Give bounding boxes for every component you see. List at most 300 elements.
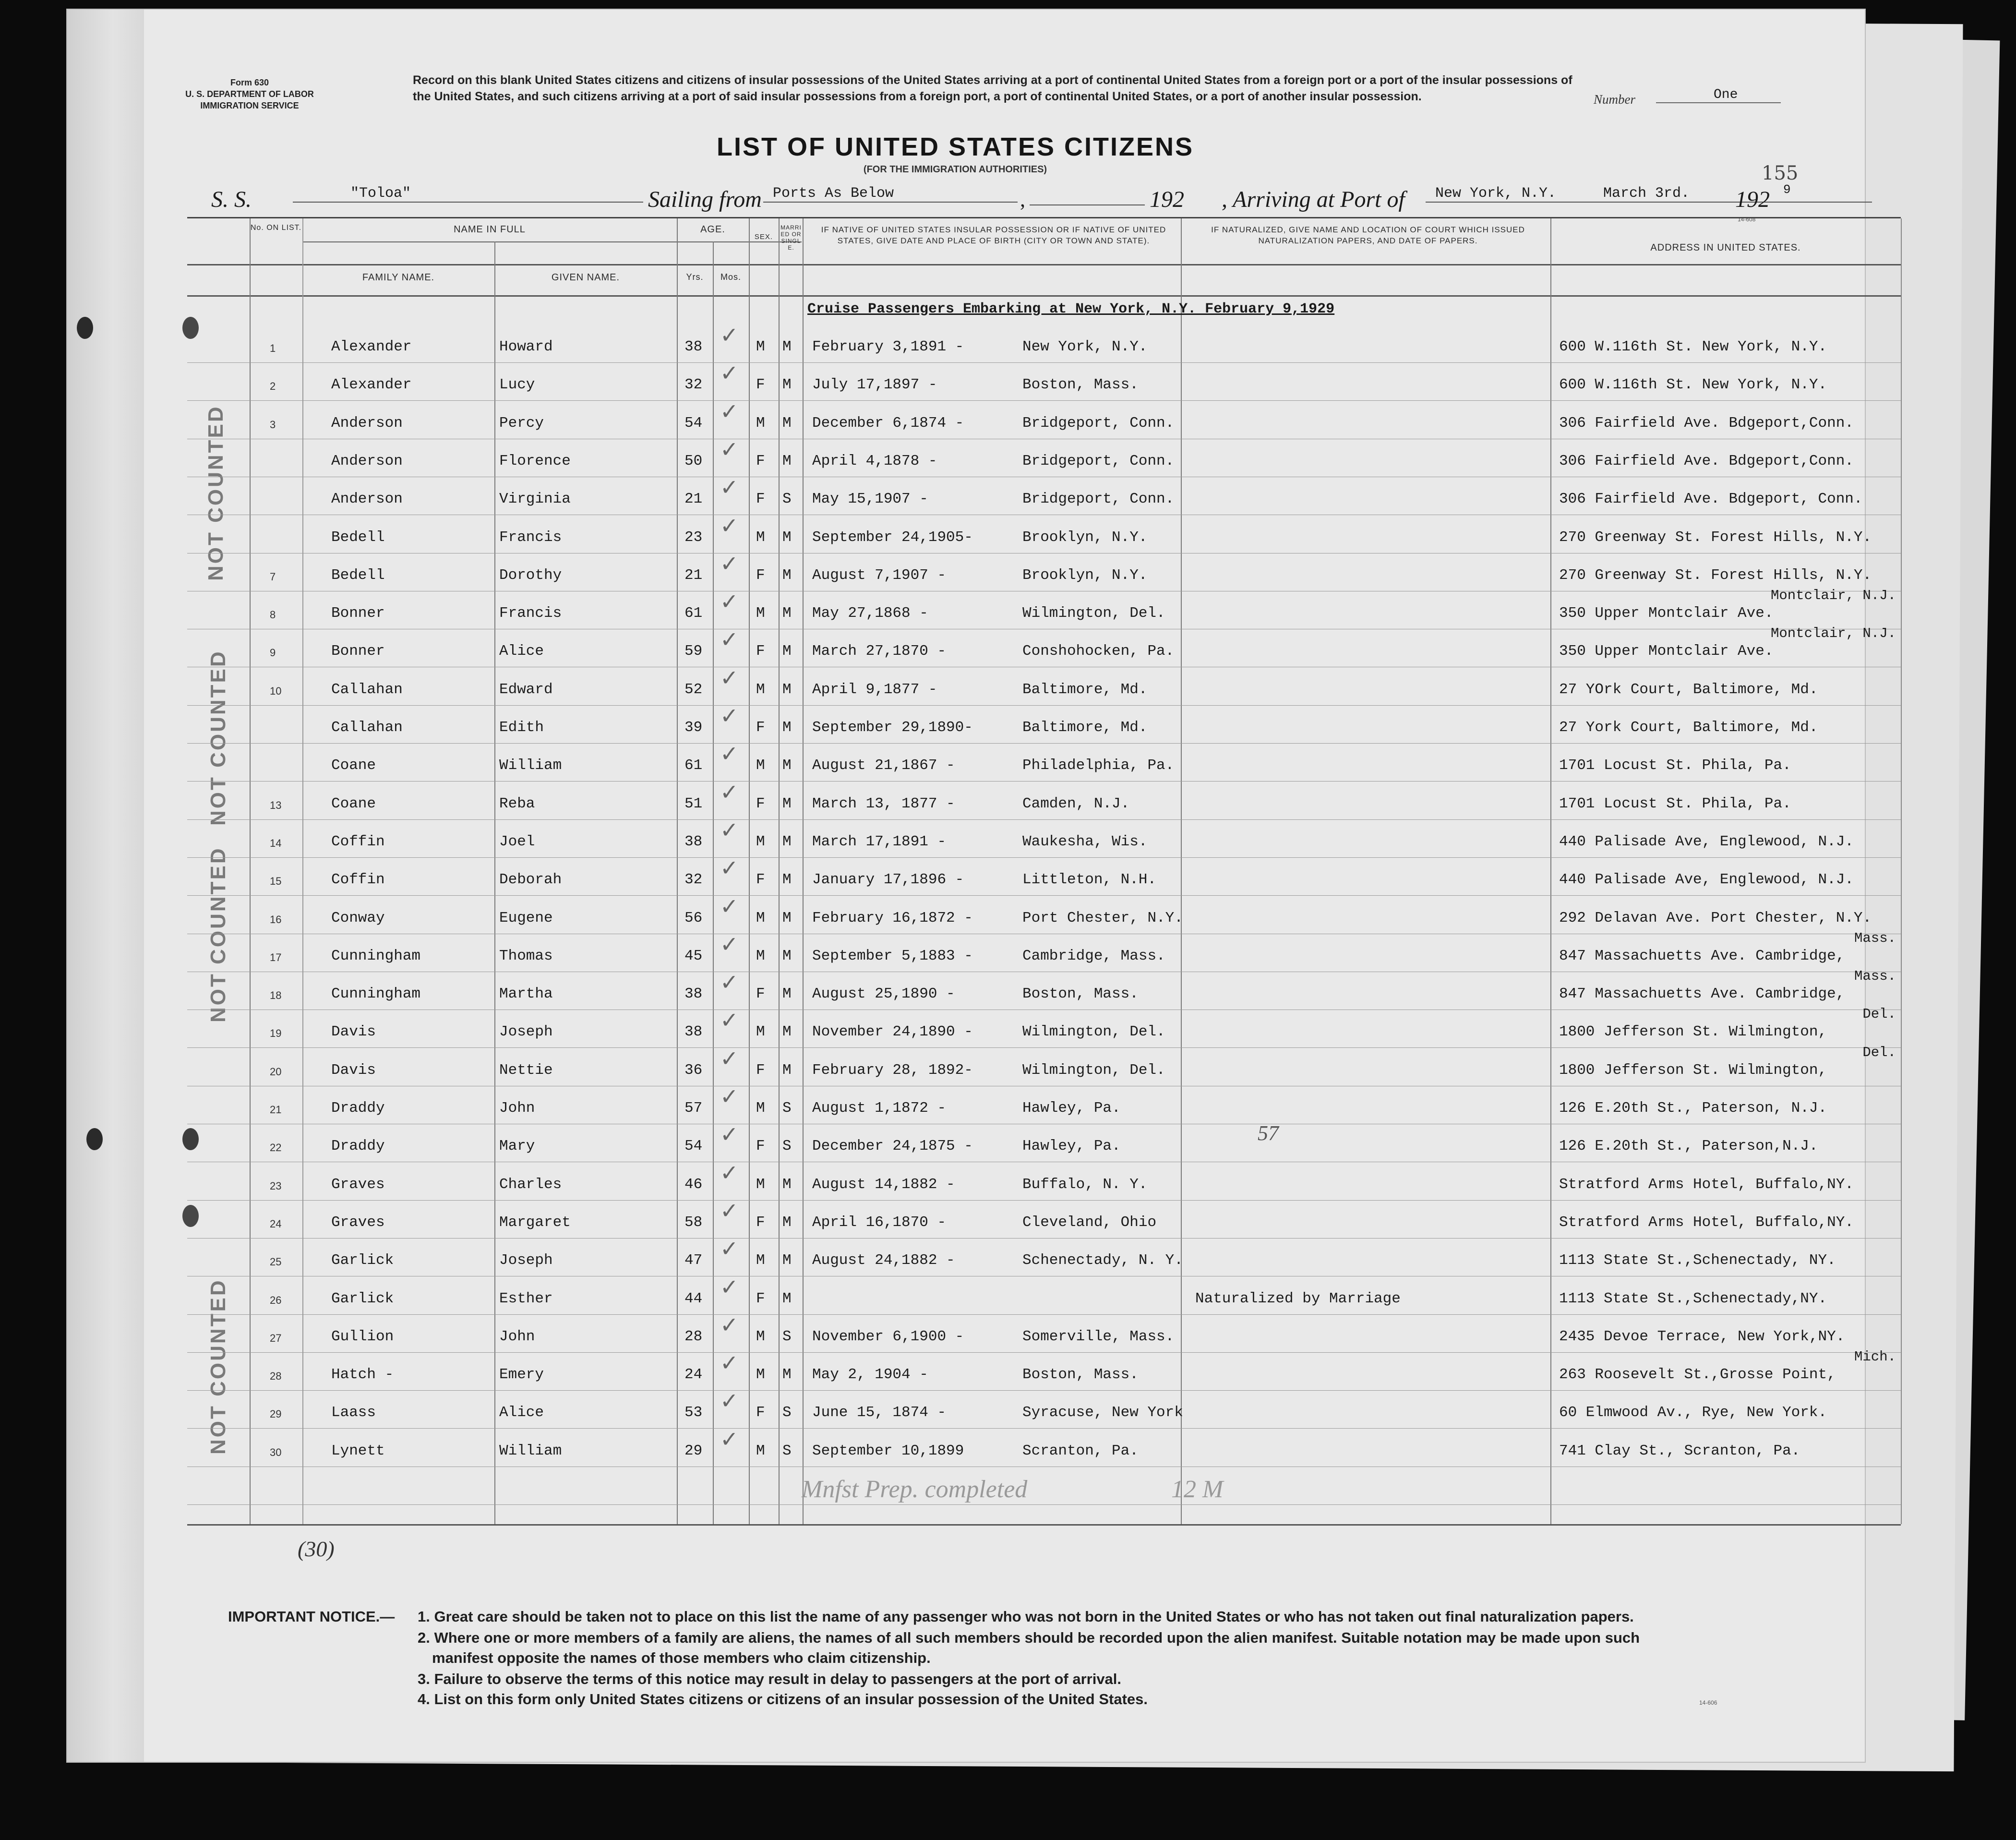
us-address-continued: Mass.: [1854, 930, 1896, 946]
row-number: 21: [270, 1104, 282, 1116]
birth-place: Wilmington, Del.: [1022, 605, 1165, 622]
age-years: 52: [684, 681, 703, 698]
birth-place: Boston, Mass.: [1022, 376, 1139, 393]
us-address: 600 W.116th St. New York, N.Y.: [1559, 338, 1827, 355]
table-row: [187, 1274, 1901, 1314]
footer-form-code: 14-606: [1699, 1699, 1717, 1706]
birth-place: Wilmington, Del.: [1022, 1023, 1165, 1040]
table-row: [187, 1388, 1901, 1428]
form-instructions: Record on this blank United States citizens and citizens of insular possessions of the United States arriving at a port of continental United States from a foreign port or a port of the insular possessions of the United States, and such citizens arriving at a port of said insular possessions from a foreign port, a port of continental United States, or a port of another insular possession.: [413, 73, 1572, 103]
given-name: Esther: [499, 1290, 553, 1307]
given-name: Alice: [499, 643, 544, 660]
table-row: [187, 1198, 1901, 1238]
birth-date: August 25,1890 -: [812, 986, 955, 1002]
table-row: [187, 474, 1901, 515]
row-number: 23: [270, 1180, 282, 1192]
sex: F: [756, 871, 765, 888]
age-years: 61: [684, 605, 703, 622]
age-years: 54: [684, 1138, 703, 1155]
age-years: 38: [684, 986, 703, 1002]
table-row: [187, 436, 1901, 477]
handwritten-57: 57: [1258, 1121, 1279, 1145]
birth-date: March 13, 1877 -: [812, 795, 955, 812]
birth-date: June 15, 1874 -: [812, 1404, 947, 1421]
row-number: 16: [270, 914, 282, 926]
row-number: 27: [270, 1332, 282, 1344]
birth-date: July 17,1897 -: [812, 376, 937, 393]
sex: M: [756, 1252, 765, 1269]
birth-place: New York, N.Y.: [1022, 338, 1148, 355]
family-name: Anderson: [331, 453, 403, 469]
birth-date: May 27,1868 -: [812, 605, 928, 622]
row-rule: [187, 1047, 1901, 1048]
us-address: 600 W.116th St. New York, N.Y.: [1559, 376, 1827, 393]
given-name: Joel: [499, 833, 535, 850]
page-number: 155: [1762, 162, 1799, 184]
age-years: 29: [684, 1443, 703, 1459]
arrival-year-prefix: 192: [1735, 187, 1770, 212]
row-number: 20: [270, 1066, 282, 1078]
check-mark: ✓: [720, 741, 739, 767]
family-name: Davis: [331, 1023, 376, 1040]
us-address: 1701 Locust St. Phila, Pa.: [1559, 795, 1791, 812]
row-number: 22: [270, 1142, 282, 1154]
age-years: 28: [684, 1328, 703, 1345]
us-address: 263 Roosevelt St.,Grosse Point,: [1559, 1366, 1836, 1383]
header-given-name: GIVEN NAME.: [551, 272, 620, 283]
form-issuer: [163, 77, 336, 111]
check-mark: ✓: [720, 1198, 739, 1224]
us-address-continued: Mass.: [1854, 968, 1896, 984]
tiny-form-code: 14-608: [1738, 216, 1756, 223]
birth-place: Port Chester, N.Y.: [1022, 910, 1183, 926]
row-number: 2: [270, 380, 276, 392]
row-number: 1: [270, 342, 276, 354]
us-address: Stratford Arms Hotel, Buffalo,NY.: [1559, 1176, 1854, 1193]
number-value: One: [1656, 87, 1781, 103]
check-mark: ✓: [720, 1007, 739, 1033]
birth-place: Camden, N.J.: [1022, 795, 1130, 812]
marital-status: M: [782, 719, 792, 736]
age-years: 46: [684, 1176, 703, 1193]
marital-status: M: [782, 376, 792, 393]
row-rule: [187, 895, 1901, 896]
us-address: 350 Upper Montclair Ave.: [1559, 643, 1774, 660]
marital-status: M: [782, 910, 792, 926]
marital-status: M: [782, 948, 792, 964]
notice-item: 1. Great care should be taken not to place on this list the name of any passenger who was not born in the United States or who has not taken out final naturalization papers.: [418, 1608, 1634, 1625]
age-years: 36: [684, 1062, 703, 1079]
number-label: Number: [1594, 92, 1635, 107]
sailing-from-value: Ports As Below: [763, 185, 1018, 203]
table-row: [187, 1236, 1901, 1276]
check-mark: ✓: [720, 1350, 739, 1376]
marital-status: S: [782, 1100, 792, 1117]
family-name: Hatch -: [331, 1366, 394, 1383]
check-mark: ✓: [720, 855, 739, 881]
arrival-year-suffix: 9: [1783, 182, 1791, 197]
birth-date: September 29,1890-: [812, 719, 973, 736]
given-name: Francis: [499, 605, 562, 622]
sex: F: [756, 719, 765, 736]
table-row: [187, 741, 1901, 781]
family-name: Callahan: [331, 681, 403, 698]
birth-place: Hawley, Pa.: [1022, 1100, 1121, 1117]
sex: F: [756, 453, 765, 469]
given-name: Martha: [499, 986, 553, 1002]
sex: F: [756, 643, 765, 660]
table-row: [187, 360, 1901, 400]
marital-status: M: [782, 681, 792, 698]
given-name: John: [499, 1328, 535, 1345]
sex: F: [756, 1138, 765, 1155]
row-rule: [187, 819, 1901, 820]
us-address: 270 Greenway St. Forest Hills, N.Y.: [1559, 529, 1872, 546]
marital-status: S: [782, 491, 792, 507]
not-counted-stamp: NOT COUNTED: [206, 649, 230, 826]
row-number: 10: [270, 685, 282, 697]
age-years: 24: [684, 1366, 703, 1383]
age-years: 44: [684, 1290, 703, 1307]
marital-status: S: [782, 1404, 792, 1421]
row-number: 25: [270, 1256, 282, 1268]
sex: M: [756, 338, 765, 355]
row-number: 9: [270, 647, 276, 659]
row-rule: [187, 857, 1901, 858]
age-years: 58: [684, 1214, 703, 1231]
row-number: 13: [270, 799, 282, 811]
birth-place: Littleton, N.H.: [1022, 871, 1157, 888]
birth-place: Conshohocken, Pa.: [1022, 643, 1175, 660]
table-row: [187, 930, 1901, 972]
header-birth: IF NATIVE OF UNITED STATES INSULAR POSSESSION OR IF NATIVE OF UNITED STATES, GIVE DATE AND PLACE OF BIRTH (CITY OR TOWN AND STATE).: [821, 225, 1166, 245]
age-years: 39: [684, 719, 703, 736]
birth-date: November 6,1900 -: [812, 1328, 964, 1345]
sex: M: [756, 757, 765, 774]
age-years: 59: [684, 643, 703, 660]
family-name: Davis: [331, 1062, 376, 1079]
marital-status: M: [782, 338, 792, 355]
family-name: Bonner: [331, 605, 385, 622]
family-name: Alexander: [331, 338, 412, 355]
family-name: Lynett: [331, 1443, 385, 1459]
table-row: [187, 1160, 1901, 1200]
department-name: U. S. DEPARTMENT OF LABOR: [185, 89, 314, 99]
row-rule: [187, 1504, 1901, 1505]
given-name: Margaret: [499, 1214, 571, 1231]
given-name: Dorothy: [499, 567, 562, 584]
given-name: Thomas: [499, 948, 553, 964]
us-address: 126 E.20th St., Paterson, N.J.: [1559, 1100, 1827, 1117]
birth-date: August 24,1882 -: [812, 1252, 955, 1269]
sex: F: [756, 376, 765, 393]
check-mark: ✓: [720, 969, 739, 995]
us-address: 1701 Locust St. Phila, Pa.: [1559, 757, 1791, 774]
family-name: Gullion: [331, 1328, 394, 1345]
family-name: Graves: [331, 1214, 385, 1231]
birth-date: August 7,1907 -: [812, 567, 947, 584]
row-number: 17: [270, 951, 282, 963]
row-rule: [187, 1352, 1901, 1353]
us-address-continued: Del.: [1862, 1045, 1896, 1060]
birth-date: February 3,1891 -: [812, 338, 964, 355]
us-address: Stratford Arms Hotel, Buffalo,NY.: [1559, 1214, 1854, 1231]
check-mark: ✓: [720, 436, 739, 462]
birth-date: April 9,1877 -: [812, 681, 937, 698]
marital-status: S: [782, 1138, 792, 1155]
header-no: No. ON LIST.: [250, 224, 302, 232]
age-years: 61: [684, 757, 703, 774]
sex: F: [756, 1404, 765, 1421]
age-years: 32: [684, 871, 703, 888]
sex: F: [756, 986, 765, 1002]
birth-place: Baltimore, Md.: [1022, 719, 1148, 736]
check-mark: ✓: [720, 626, 739, 652]
row-rule: [187, 705, 1901, 706]
cruise-note: Cruise Passengers Embarking at New York, N.Y. February 9,1929: [807, 301, 1335, 317]
row-rule: [187, 743, 1901, 744]
family-name: Draddy: [331, 1100, 385, 1117]
sex: M: [756, 1366, 765, 1383]
header-age: AGE.: [700, 224, 725, 235]
table-row: [187, 1312, 1901, 1352]
birth-place: Bridgeport, Conn.: [1022, 453, 1175, 469]
family-name: Bonner: [331, 643, 385, 660]
us-address: 27 YOrk Court, Baltimore, Md.: [1559, 681, 1818, 698]
manifest-table: [187, 217, 1901, 1527]
sex: M: [756, 1443, 765, 1459]
given-name: Eugene: [499, 910, 553, 926]
table-row: [187, 1083, 1901, 1124]
us-address: 440 Palisade Ave, Englewood, N.J.: [1559, 833, 1854, 850]
birth-place: Boston, Mass.: [1022, 1366, 1139, 1383]
age-years: 57: [684, 1100, 703, 1117]
us-address: 1800 Jefferson St. Wilmington,: [1559, 1023, 1827, 1040]
check-mark: ✓: [720, 360, 739, 386]
birth-date: January 17,1896 -: [812, 871, 964, 888]
family-name: Draddy: [331, 1138, 385, 1155]
birth-place: Wilmington, Del.: [1022, 1062, 1165, 1079]
binding-hole: [86, 1128, 103, 1150]
family-name: Anderson: [331, 415, 403, 432]
row-number: 28: [270, 1370, 282, 1382]
family-name: Coane: [331, 757, 376, 774]
table-row: [187, 1045, 1901, 1086]
given-name: Edith: [499, 719, 544, 736]
year-prefix: 192: [1150, 187, 1184, 212]
given-name: Deborah: [499, 871, 562, 888]
family-name: Coane: [331, 795, 376, 812]
birth-date: February 28, 1892-: [812, 1062, 973, 1079]
birth-place: Boston, Mass.: [1022, 986, 1139, 1002]
birth-date: March 27,1870 -: [812, 643, 947, 660]
marital-status: M: [782, 757, 792, 774]
row-number: 26: [270, 1294, 282, 1306]
sex: M: [756, 910, 765, 926]
sex: F: [756, 567, 765, 584]
marital-status: M: [782, 529, 792, 546]
service-name: IMMIGRATION SERVICE: [200, 101, 299, 110]
birth-place: Syracuse, New York: [1022, 1404, 1183, 1421]
check-mark: ✓: [720, 322, 739, 348]
marital-status: M: [782, 1214, 792, 1231]
sex: M: [756, 415, 765, 432]
row-number: 14: [270, 837, 282, 849]
birth-place: Bridgeport, Conn.: [1022, 491, 1175, 507]
row-rule: [187, 400, 1901, 401]
row-number: 8: [270, 609, 276, 621]
given-name: Reba: [499, 795, 535, 812]
family-name: Cunningham: [331, 986, 421, 1002]
marital-status: S: [782, 1328, 792, 1345]
header-married-single: MARRIED OR SINGLE.: [780, 224, 802, 251]
notice-heading: IMPORTANT NOTICE.—: [228, 1608, 395, 1625]
us-address-continued: Del.: [1862, 1006, 1896, 1022]
us-address: 126 E.20th St., Paterson,N.J.: [1559, 1138, 1818, 1155]
row-number: 3: [270, 419, 276, 431]
family-name: Laass: [331, 1404, 376, 1421]
age-years: 45: [684, 948, 703, 964]
form-number: Form 630: [230, 78, 269, 87]
passenger-rows: [187, 218, 1901, 1524]
check-mark: ✓: [720, 1426, 739, 1452]
given-name: Percy: [499, 415, 544, 432]
sex: M: [756, 681, 765, 698]
us-address: 60 Elmwood Av., Rye, New York.: [1559, 1404, 1827, 1421]
family-name: Garlick: [331, 1290, 394, 1307]
birth-date: December 6,1874 -: [812, 415, 964, 432]
age-years: 50: [684, 453, 703, 469]
given-name: Virginia: [499, 491, 571, 507]
sailing-date-blank: [1030, 185, 1145, 205]
birth-place: Baltimore, Md.: [1022, 681, 1148, 698]
birth-date: May 15,1907 -: [812, 491, 928, 507]
table-row: [187, 1426, 1901, 1467]
birth-place: Schenectady, N. Y.: [1022, 1252, 1183, 1269]
not-counted-stamp: NOT COUNTED: [204, 405, 228, 581]
given-name: Mary: [499, 1138, 535, 1155]
marital-status: M: [782, 643, 792, 660]
family-name: Graves: [331, 1176, 385, 1193]
marital-status: M: [782, 871, 792, 888]
marital-status: M: [782, 1290, 792, 1307]
notice-item: 2. Where one or more members of a family are aliens, the names of all such members should be recorded upon the alien manifest. Suitable notation may be made upon such: [418, 1629, 1640, 1646]
marital-status: M: [782, 1062, 792, 1079]
row-number: 19: [270, 1027, 282, 1039]
form-subtitle: (FOR THE IMMIGRATION AUTHORITIES): [863, 164, 1047, 175]
age-years: 23: [684, 529, 703, 546]
us-address-continued: Mich.: [1854, 1349, 1896, 1365]
naturalization: Naturalized by Marriage: [1195, 1290, 1401, 1307]
birth-date: April 16,1870 -: [812, 1214, 947, 1231]
sex: M: [756, 1023, 765, 1040]
row-rule: [187, 781, 1901, 782]
marital-status: M: [782, 833, 792, 850]
header-yrs: Yrs.: [686, 272, 704, 282]
check-mark: ✓: [720, 1312, 739, 1338]
check-mark: ✓: [720, 1388, 739, 1414]
marital-status: M: [782, 795, 792, 812]
table-row: [187, 1006, 1901, 1047]
header-sex: SEX.: [754, 233, 773, 241]
us-address: 1113 State St.,Schenectady, NY.: [1559, 1252, 1836, 1269]
birth-place: Cleveland, Ohio: [1022, 1214, 1157, 1231]
row-number: 15: [270, 875, 282, 887]
us-address: 847 Massachuetts Ave. Cambridge,: [1559, 948, 1845, 964]
table-row: [187, 893, 1901, 934]
age-years: 38: [684, 338, 703, 355]
sex: M: [756, 1100, 765, 1117]
row-rule: [187, 1314, 1901, 1315]
birth-date: April 4,1878 -: [812, 453, 937, 469]
row-rule: [187, 1238, 1901, 1239]
us-address: 306 Fairfield Ave. Bdgeport,Conn.: [1559, 453, 1854, 469]
birth-date: November 24,1890 -: [812, 1023, 973, 1040]
check-mark: ✓: [720, 1083, 739, 1109]
row-rule: [187, 1390, 1901, 1391]
given-name: William: [499, 757, 562, 774]
row-rule: [187, 1428, 1901, 1429]
age-years: 56: [684, 910, 703, 926]
marital-status: S: [782, 1443, 792, 1459]
ss-label: S. S.: [211, 187, 252, 212]
row-number: 7: [270, 571, 276, 583]
age-years: 38: [684, 1023, 703, 1040]
table-row: [187, 625, 1901, 667]
check-mark: ✓: [720, 474, 739, 500]
sailing-from-label: Sailing from: [648, 187, 762, 212]
table-row: [187, 703, 1901, 743]
table-row: [187, 817, 1901, 857]
family-name: Coffin: [331, 871, 385, 888]
family-name: Coffin: [331, 833, 385, 850]
marital-status: M: [782, 1176, 792, 1193]
birth-date: September 10,1899: [812, 1443, 964, 1459]
given-name: Francis: [499, 529, 562, 546]
given-name: Lucy: [499, 376, 535, 393]
handwritten-initials: 12 M: [1171, 1476, 1224, 1503]
age-years: 32: [684, 376, 703, 393]
check-mark: ✓: [720, 398, 739, 424]
check-mark: ✓: [720, 893, 739, 919]
birth-date: September 5,1883 -: [812, 948, 973, 964]
ship-name: "Toloa": [293, 185, 643, 203]
handwritten-count: (30): [298, 1537, 335, 1561]
check-mark: ✓: [720, 703, 739, 729]
marital-status: M: [782, 605, 792, 622]
given-name: Howard: [499, 338, 553, 355]
age-years: 21: [684, 567, 703, 584]
sex: M: [756, 1176, 765, 1193]
marital-status: M: [782, 567, 792, 584]
marital-status: M: [782, 1252, 792, 1269]
check-mark: ✓: [720, 1121, 739, 1147]
form-title: LIST OF UNITED STATES CITIZENS: [717, 132, 1194, 161]
birth-place: Hawley, Pa.: [1022, 1138, 1121, 1155]
notice-item: 4. List on this form only United States citizens or citizens of an insular possession of the United States.: [418, 1691, 1148, 1708]
table-row: [187, 1349, 1901, 1390]
marital-status: M: [782, 1366, 792, 1383]
family-name: Bedell: [331, 567, 385, 584]
us-address-continued: Montclair, N.J.: [1770, 625, 1896, 641]
check-mark: ✓: [720, 1274, 739, 1300]
birth-place: Brooklyn, N.Y.: [1022, 529, 1148, 546]
us-address: 27 York Court, Baltimore, Md.: [1559, 719, 1818, 736]
check-mark: ✓: [720, 779, 739, 805]
handwritten-completed-note: Mnfst Prep. completed: [802, 1476, 1028, 1503]
notice-item: 3. Failure to observe the terms of this notice may result in delay to passengers at the port of arrival.: [418, 1671, 1122, 1687]
birth-place: Brooklyn, N.Y.: [1022, 567, 1148, 584]
